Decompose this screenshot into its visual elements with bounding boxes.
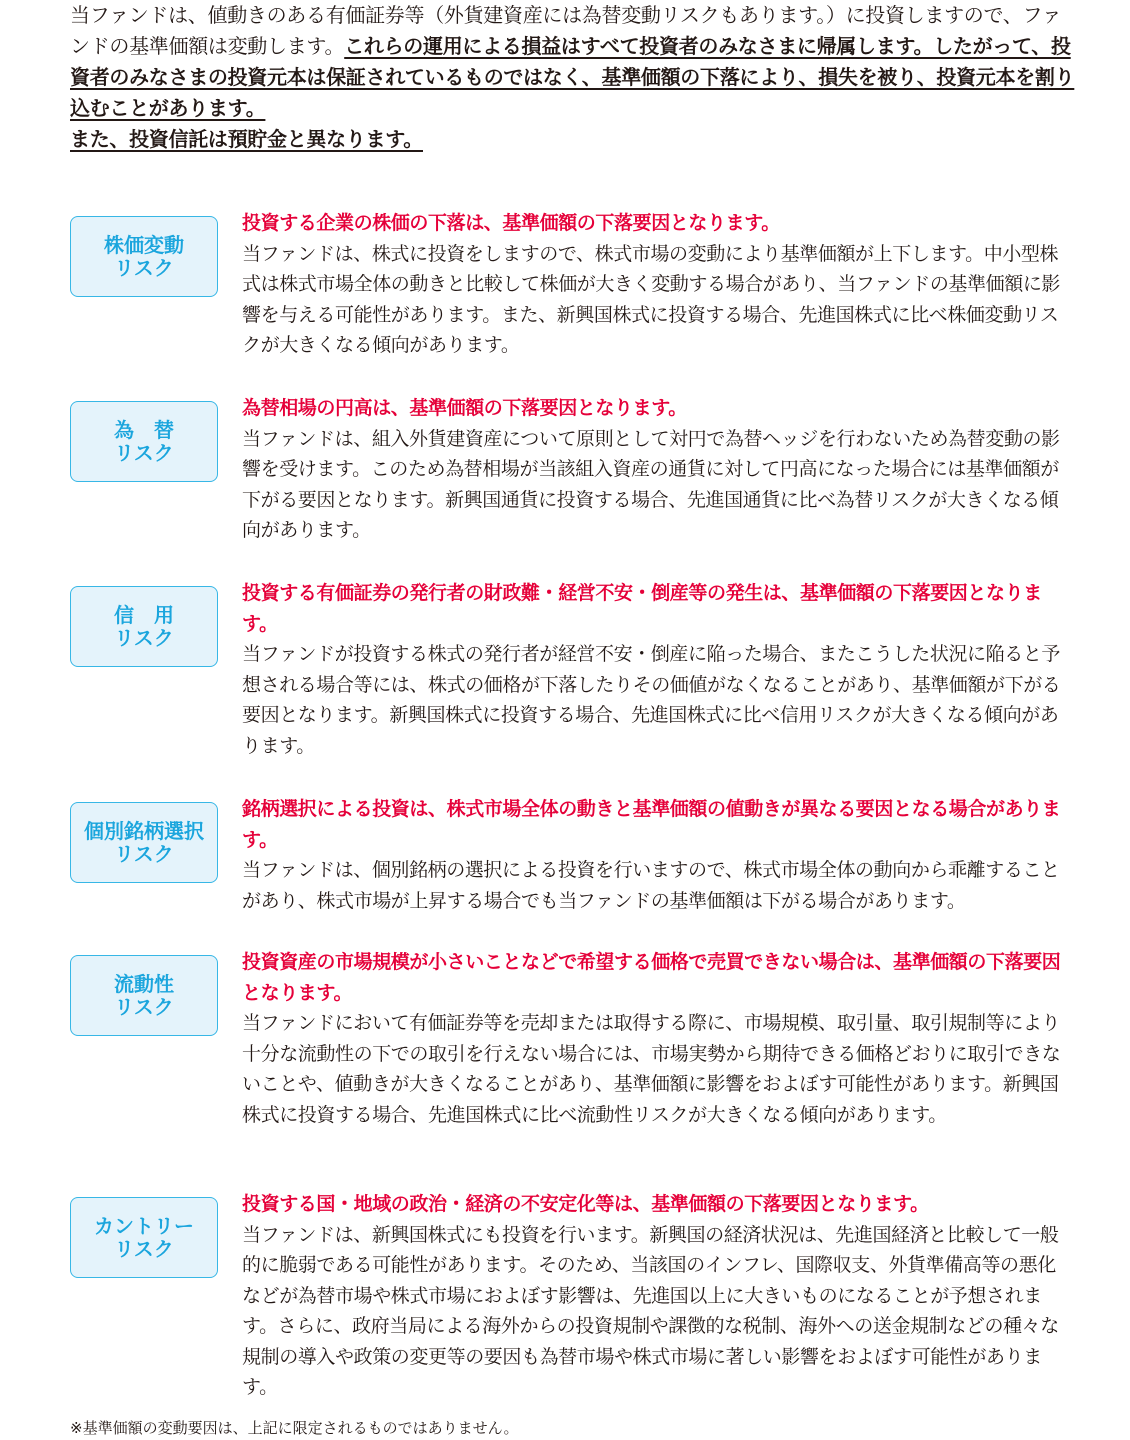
risk-badge-label: カントリー	[94, 1213, 194, 1238]
intro-plain-text: 当ファンドは、値動きのある有価証券等（外貨建資産には為替変動リスクもあります。）に投資しますので、ファンドの基準価額は変動します。	[70, 3, 1062, 58]
risk-text: 当ファンドは、株式に投資をしますので、株式市場の変動により基準価額が上下します。中小型株式は株式市場全体の動きと比較して株価が大きく変動する場合があり、当ファンドの基準価額に影響を与える可能性があります。また、新興国株式に投資する場合、先進国株式に比べ株価変動リスクが大きくなる傾向があります。	[242, 242, 1061, 356]
risk-headline: 投資資産の市場規模が小さいことなどで希望する価格で売買できない場合は、基準価額の下落要因となります。	[242, 951, 1061, 1004]
risk-badge-label: リスク	[114, 255, 174, 280]
risk-badge-label: 個別銘柄選択	[84, 818, 204, 843]
risk-headline: 投資する有価証券の発行者の財政難・経営不安・倒産等の発生は、基準価額の下落要因となります。	[242, 582, 1042, 635]
risk-badge	[70, 401, 218, 482]
risk-headline: 銘柄選択による投資は、株式市場全体の動きと基準価額の値動きが異なる要因となる場合があります。	[242, 798, 1061, 851]
risk-headline: 為替相場の円高は、基準価額の下落要因となります。	[242, 397, 687, 419]
risk-description	[242, 794, 1064, 916]
intro-paragraph	[70, 0, 1080, 155]
risk-text: 当ファンドは、組入外貨建資産について原則として対円で為替ヘッジを行わないため為替変動の影響を受けます。このため為替相場が当該組入資産の通貨に対して円高になった場合には基準価額が下がる要因となります。新興国通貨に投資する場合、先進国通貨に比べ為替リスクが大きくなる傾向があります。	[242, 427, 1060, 541]
risk-description	[242, 393, 1064, 546]
risk-badge	[70, 216, 218, 297]
footnote: ※基準価額の変動要因は、上記に限定されるものではありません。	[70, 1419, 519, 1437]
intro-emphasis-text: これらの運用による損益はすべて投資者のみなさまに帰属します。したがって、投資者のみなさまの投資元本は保証されているものではなく、基準価額の下落により、損失を被り、投資元本を割り込むことがあります。	[70, 34, 1075, 120]
risk-badge-label: リスク	[114, 994, 174, 1019]
risk-badge-label: 信 用	[114, 602, 174, 627]
risk-badge-label: リスク	[114, 841, 174, 866]
intro-emphasis-text-2: また、投資信託は預貯金と異なります。	[70, 127, 423, 151]
risk-badge	[70, 1197, 218, 1278]
risk-description	[242, 578, 1064, 761]
risk-text: 当ファンドは、個別銘柄の選択による投資を行いますので、株式市場全体の動向から乖離することがあり、株式市場が上昇する場合でも当ファンドの基準価額は下がる場合があります。	[242, 859, 1060, 912]
risk-description	[242, 208, 1064, 361]
risk-badge-label: リスク	[114, 625, 174, 650]
risk-badge-label: 株価変動	[104, 232, 184, 257]
risk-badge-label: リスク	[114, 440, 174, 465]
risk-description	[242, 947, 1064, 1130]
risk-badge-label: 為 替	[114, 417, 174, 442]
risk-badge-label: 流動性	[114, 971, 174, 996]
risk-text: 当ファンドにおいて有価証券等を売却または取得する際に、市場規模、取引量、取引規制等により十分な流動性の下での取引を行えない場合には、市場実勢から期待できる価格どおりに取引できないことや、値動きが大きくなることがあり、基準価額に影響をおよぼす可能性があります。新興国株式に投資する場合、先進国株式に比べ流動性リスクが大きくなる傾向があります。	[242, 1012, 1061, 1126]
risk-text: 当ファンドは、新興国株式にも投資を行います。新興国の経済状況は、先進国経済と比較して一般的に脆弱である可能性があります。そのため、当該国のインフレ、国際収支、外貨準備高等の悪化などが為替市場や株式市場におよぼす影響は、先進国以上に大きいものになることが予想されます。さらに、政府当局による海外からの投資規制や課徴的な税制、海外への送金規制などの種々な規制の導入や政策の変更等の要因も為替市場や株式市場に著しい影響をおよぼす可能性があります。	[242, 1223, 1059, 1398]
risk-badge	[70, 955, 218, 1036]
risk-headline: 投資する国・地域の政治・経済の不安定化等は、基準価額の下落要因となります。	[242, 1193, 929, 1215]
risk-description	[242, 1189, 1064, 1403]
risk-badge	[70, 586, 218, 667]
risk-badge-label: リスク	[114, 1236, 174, 1261]
risk-text: 当ファンドが投資する株式の発行者が経営不安・倒産に陥った場合、またこうした状況に陥ると予想される場合等には、株式の価格が下落したりその価値がなくなることがあり、基準価額が下がる要因となります。新興国株式に投資する場合、先進国株式に比べ信用リスクが大きくなる傾向があります。	[242, 643, 1061, 757]
risk-headline: 投資する企業の株価の下落は、基準価額の下落要因となります。	[242, 212, 780, 234]
risk-badge	[70, 802, 218, 883]
